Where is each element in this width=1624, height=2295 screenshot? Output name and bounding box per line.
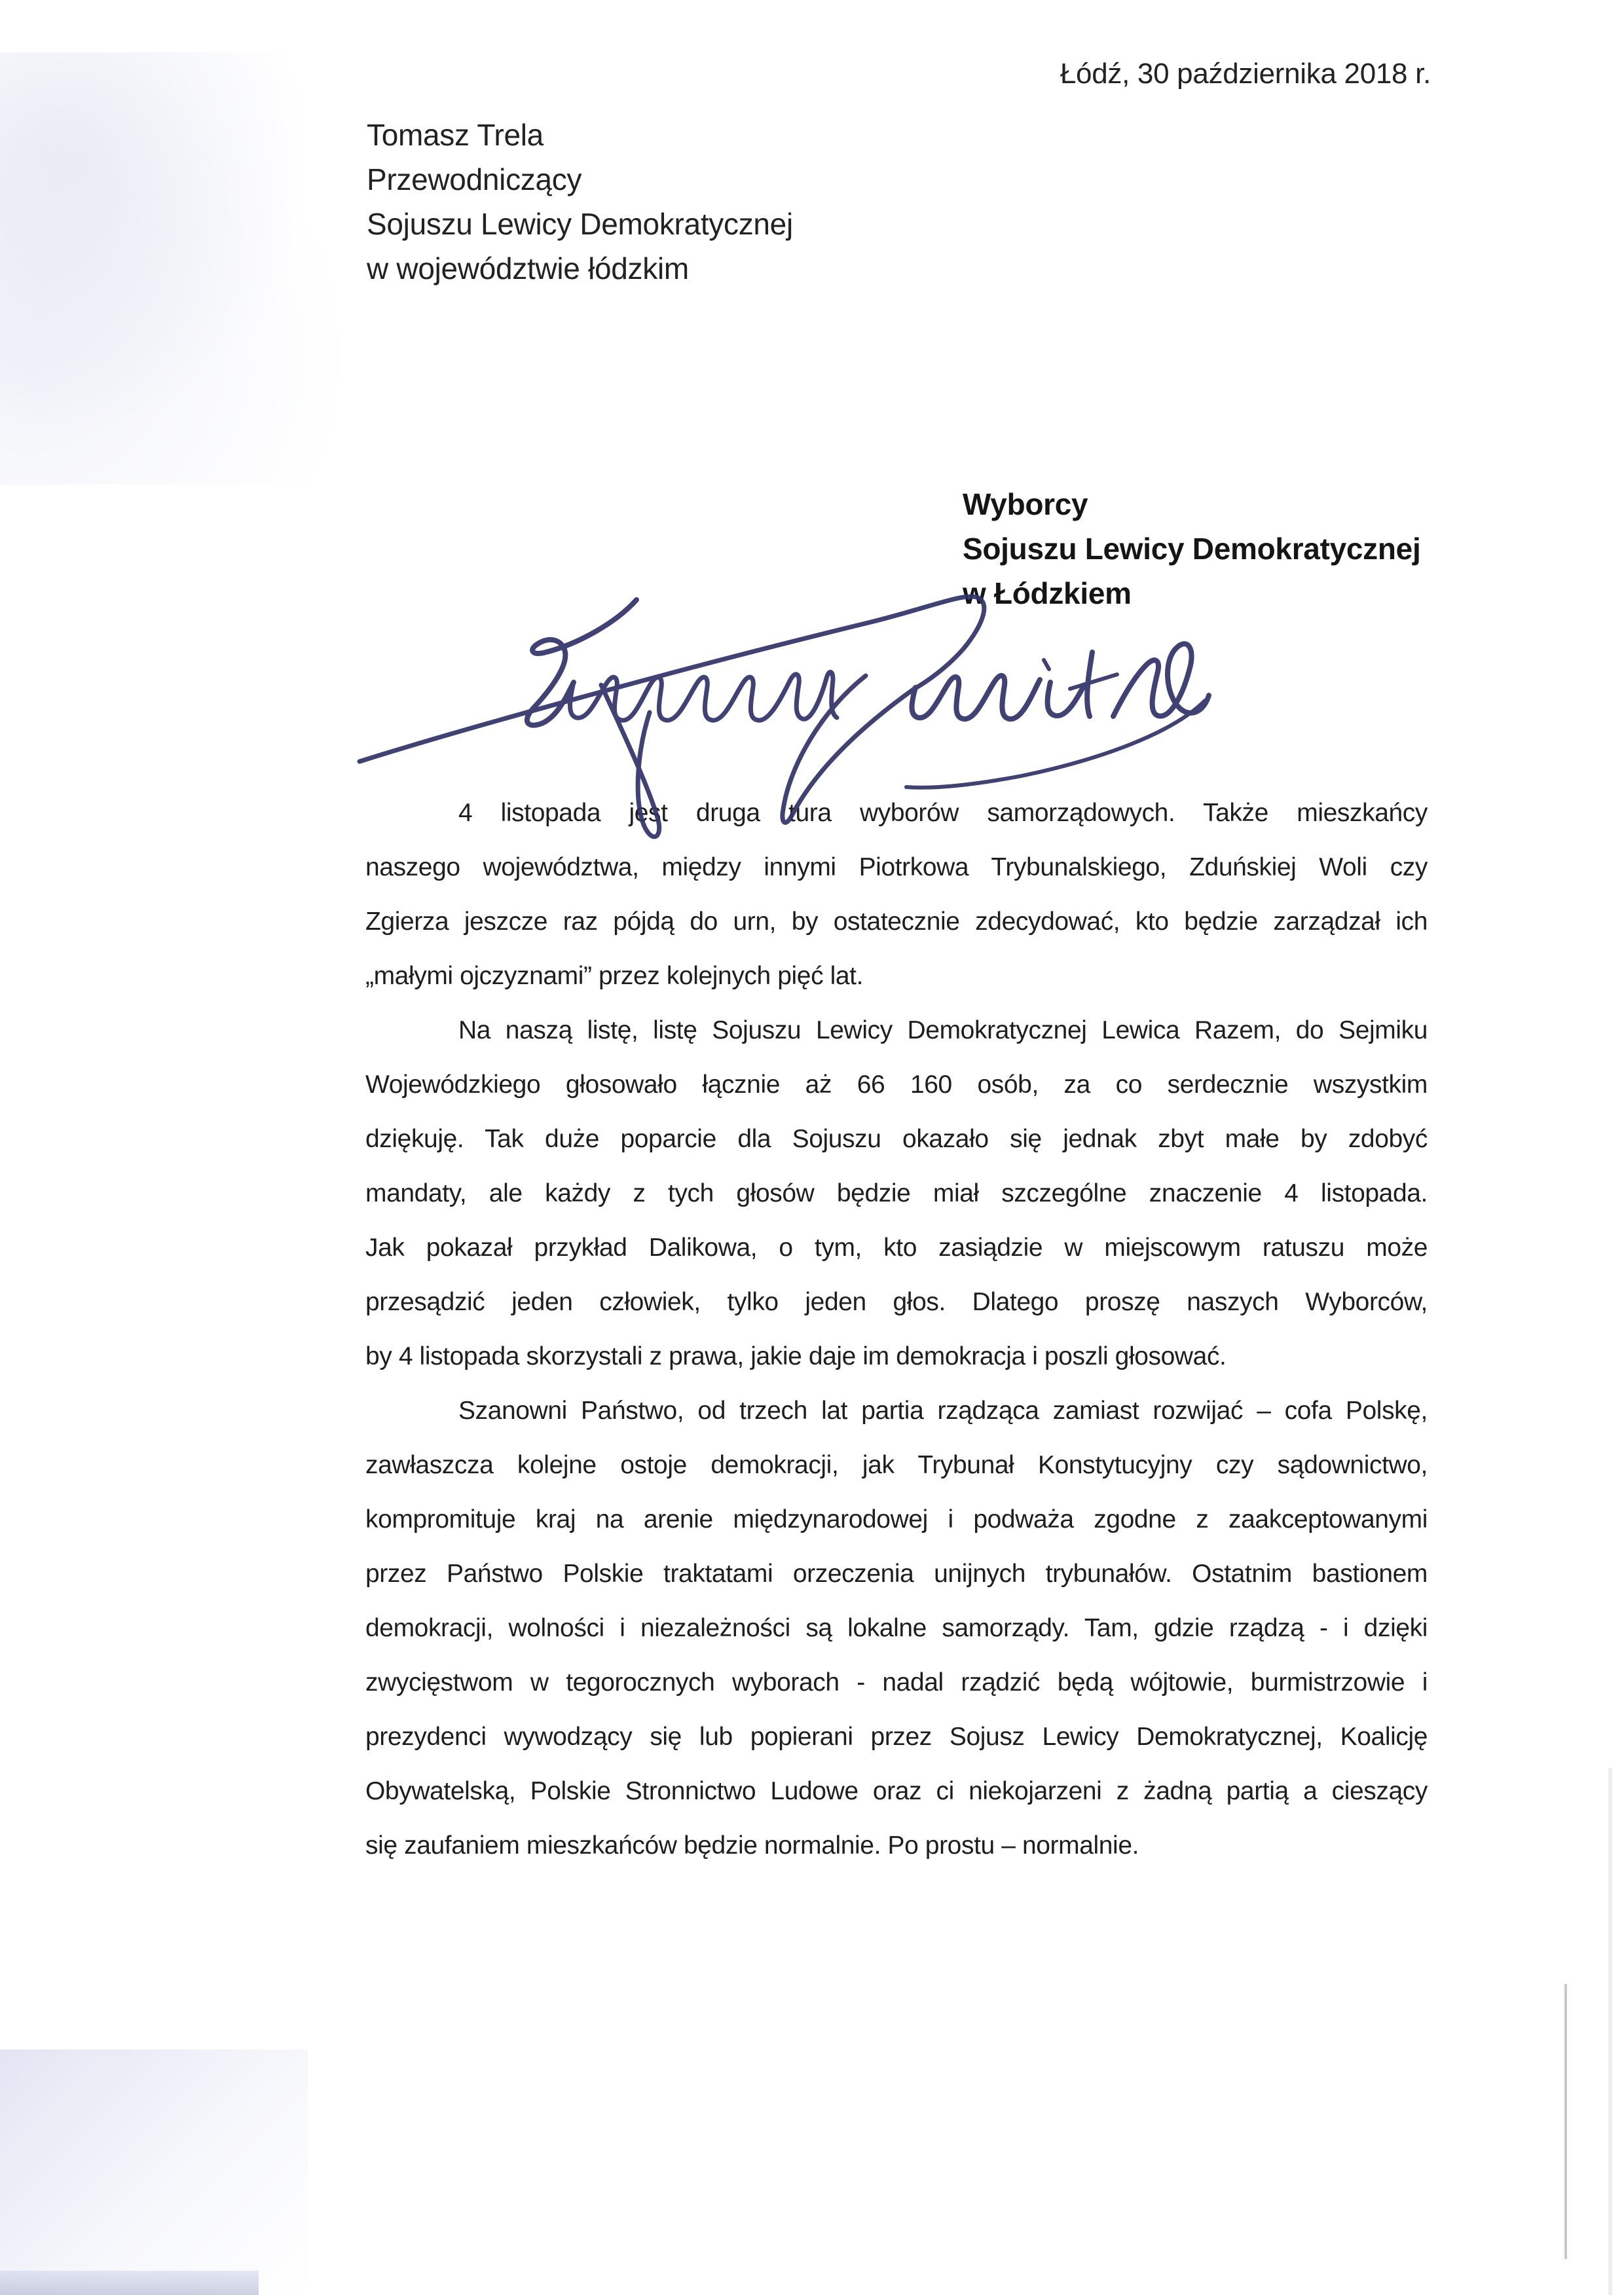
sender-block bbox=[367, 113, 1087, 291]
body-line: Jak pokazał przykład Dalikowa, o tym, kto zasiądzie w miejscowym ratuszu może bbox=[365, 1234, 1428, 1262]
body-line: Zgierza jeszcze raz pójdą do urn, by ostatecznie zdecydować, kto będzie zarządzał ich bbox=[365, 908, 1428, 936]
sender-title: Przewodniczący bbox=[367, 162, 582, 196]
sender-name: Tomasz Trela bbox=[367, 118, 544, 152]
body-paragraphs bbox=[365, 786, 1428, 1873]
body-line: zawłaszcza kolejne ostoje demokracji, jak Trybunał Konstytucyjny czy sądownictwo, bbox=[365, 1451, 1428, 1479]
sender-region: w województwie łódzkim bbox=[367, 251, 689, 285]
body-line: prezydenci wywodzący się lub popierani przez Sojusz Lewicy Demokratycznej, Koalicję bbox=[365, 1723, 1428, 1751]
place-and-date: Łódź, 30 października 2018 r. bbox=[1060, 58, 1431, 90]
body-line: przesądzić jeden człowiek, tylko jeden głos. Dlatego proszę naszych Wyborców, bbox=[365, 1288, 1428, 1316]
body-line: Szanowni Państwo, od trzech lat partia rządząca zamiast rozwijać – cofa Polskę, bbox=[458, 1397, 1428, 1425]
scan-artifact-bottom-left bbox=[0, 2049, 308, 2295]
body-line: „małymi ojczyznami” przez kolejnych pięć lat. bbox=[365, 962, 864, 990]
body-line: przez Państwo Polskie traktatami orzeczenia unijnych trybunałów. Ostatnim bastionem bbox=[365, 1560, 1428, 1588]
scan-artifact-right-edge bbox=[1608, 1768, 1612, 2295]
recipient-line: Wyborcy bbox=[963, 487, 1088, 521]
body-line: kompromituje kraj na arenie międzynarodowej i podważa zgodne z zaakceptowanymi bbox=[365, 1505, 1428, 1533]
scan-artifact-right-line bbox=[1564, 1984, 1567, 2259]
body-line: demokracji, wolności i niezależności są lokalne samorządy. Tam, gdzie rządzą - i dzięki bbox=[365, 1614, 1428, 1642]
body-line: się zaufaniem mieszkańców będzie normalnie. Po prostu – normalnie. bbox=[365, 1831, 1139, 1860]
body-line: naszego województwa, między innymi Piotrkowa Trybunalskiego, Zduńskiej Woli czy bbox=[365, 853, 1428, 881]
body-line: zwycięstwom w tegorocznych wyborach - nadal rządzić będą wójtowie, burmistrzowie i bbox=[365, 1668, 1428, 1697]
recipient-line: w Łódzkiem bbox=[963, 576, 1132, 610]
recipient-line: Sojuszu Lewicy Demokratycznej bbox=[963, 532, 1421, 566]
body-line: by 4 listopada skorzystali z prawa, jakie daje im demokracja i poszli głosować. bbox=[365, 1342, 1227, 1370]
body-line: Na naszą listę, listę Sojuszu Lewicy Demokratycznej Lewica Razem, do Sejmiku bbox=[458, 1016, 1428, 1044]
body-line: mandaty, ale każdy z tych głosów będzie miał szczególne znaczenie 4 listopada. bbox=[365, 1179, 1428, 1207]
recipient-block bbox=[963, 482, 1552, 615]
scan-artifact-bottom-strip bbox=[0, 2271, 259, 2295]
body-line: 4 listopada jest druga tura wyborów samorządowych. Także mieszkańcy bbox=[458, 799, 1428, 827]
body-line: dziękuję. Tak duże poparcie dla Sojuszu okazało się jednak zbyt małe by zdobyć bbox=[365, 1125, 1428, 1153]
body-line: Obywatelską, Polskie Stronnictwo Ludowe oraz ci niekojarzeni z żadną partią a cieszący bbox=[365, 1777, 1428, 1805]
body-line: Wojewódzkiego głosowało łącznie aż 66 160 osób, za co serdecznie wszystkim bbox=[365, 1071, 1428, 1099]
scan-artifact-top-left bbox=[0, 52, 354, 485]
sender-organization: Sojuszu Lewicy Demokratycznej bbox=[367, 207, 793, 241]
